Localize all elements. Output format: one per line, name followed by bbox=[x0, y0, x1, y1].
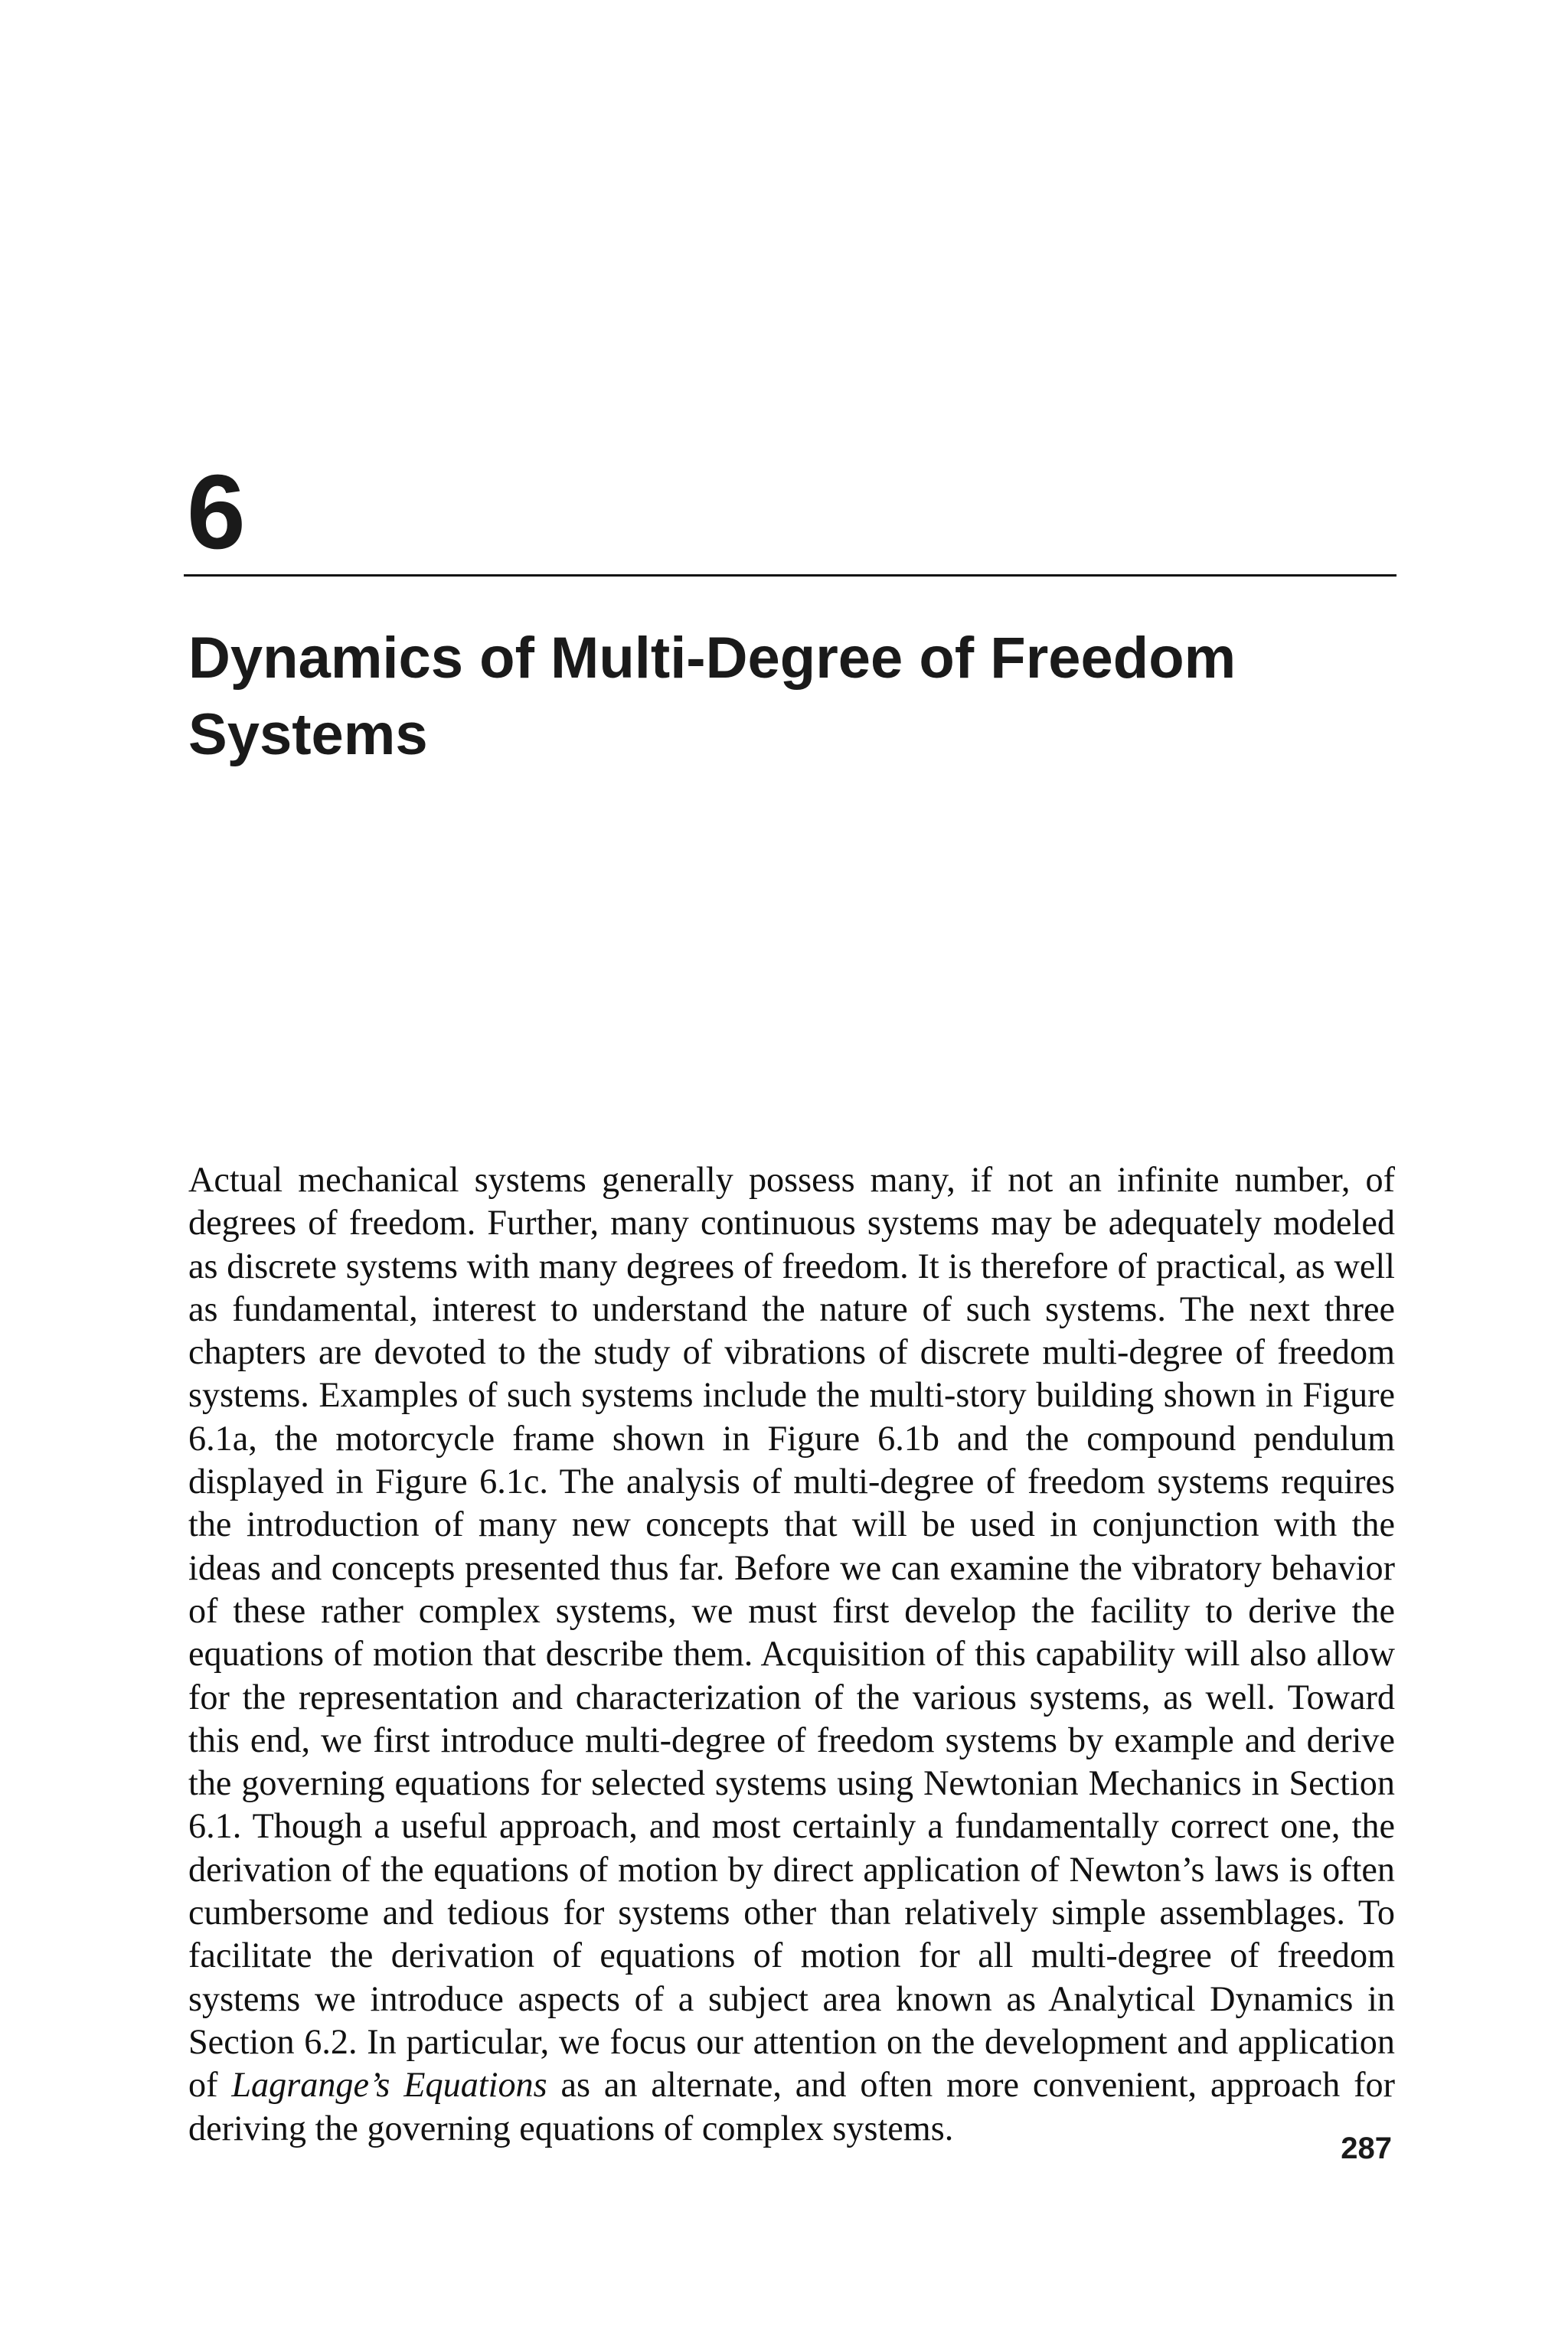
intro-text-start: Actual mechanical systems generally possess many, if not an infinite number, of degrees of freedom. Further, many continuous systems may be adequately modeled as discrete systems with many degrees of freedom. It is therefore of practical, as well as fundamental, interest to understand the nature of such systems. The next three chapters are devoted to the study of vibrations of discrete multi-degree of freedom systems. Examples of such systems include the multi-story building shown in Figure 6.1a, the motorcycle frame shown in Figure 6.1b and the compound pendulum displayed in Figure 6.1c. The analysis of multi-degree of freedom systems requires the introduction of many new concepts that will be used in conjunction with the ideas and concepts presented thus far. Before we can examine the vibratory behavior of these rather complex systems, we must first develop the facility to derive the equations of motion that describe them. Acquisition of this capability will also allow for the representation and characterization of the various systems, as well. Toward this end, we first introduce multi-degree of freedom systems by example and derive the governing equations for selected systems using Newtonian Mechanics in Section 6.1. Though a useful approach, and most certainly a fundamentally correct one, the derivation of the equations of motion by direct application of Newton’s laws is often cumbersome and tedious for systems other than relatively simple assemblages. To facilitate the derivation of equations of motion for all multi-degree of freedom systems we introduce aspects of a subject area known as Analytical Dynamics in Section 6.2. In particular, we focus our attention on the development and application of bbox=[188, 1160, 1395, 2105]
chapter-title-line-2: Systems bbox=[188, 702, 428, 767]
intro-text-end: as an alternate, and often more convenient, approach for deriving the governing equations of complex systems. bbox=[188, 2065, 1395, 2148]
intro-paragraph bbox=[188, 1158, 1395, 2150]
chapter-number: 6 bbox=[187, 453, 246, 571]
page-number: 287 bbox=[1341, 2132, 1392, 2165]
intro-emphasis: Lagrange’s Equations bbox=[231, 2065, 547, 2105]
chapter-divider bbox=[184, 574, 1396, 577]
chapter-title-line-1: Dynamics of Multi-Degree of Freedom bbox=[188, 626, 1236, 691]
chapter-title bbox=[188, 620, 1398, 773]
